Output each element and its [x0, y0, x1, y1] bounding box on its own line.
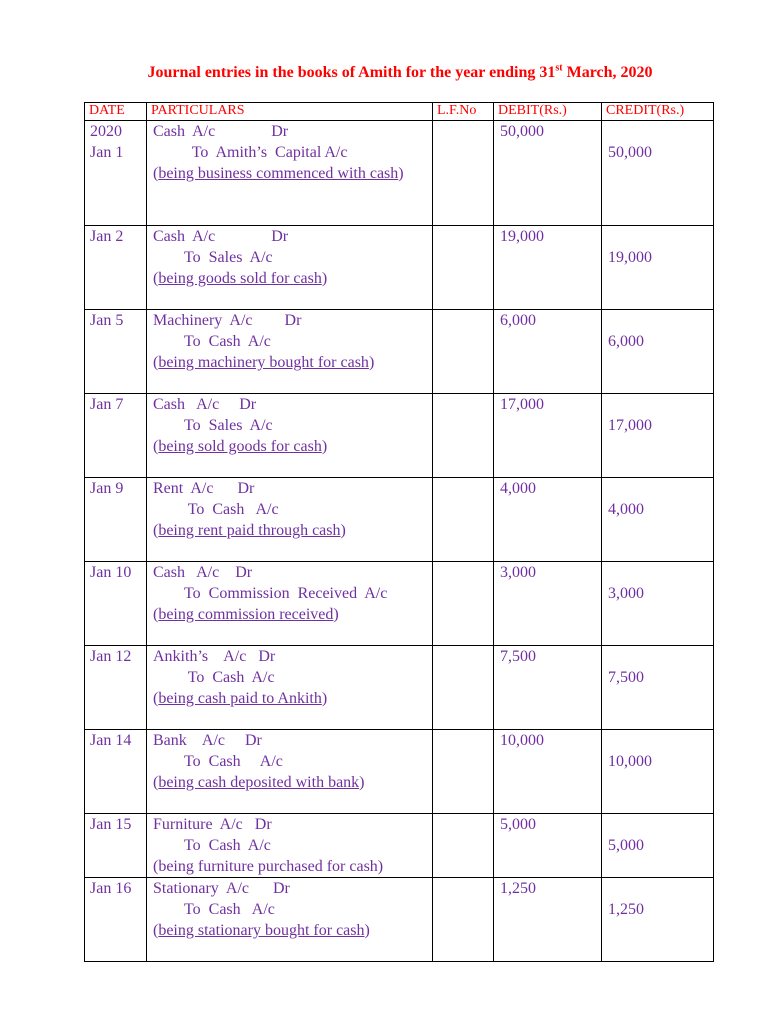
- entry-date-cell: [85, 814, 147, 878]
- lf-cell: [433, 646, 494, 730]
- credit-amount: 5,000: [608, 837, 644, 854]
- particulars-cell: [147, 478, 433, 562]
- credit-amount: 7,500: [608, 669, 644, 686]
- credit-cell: [602, 646, 714, 730]
- debit-amount: 1,250: [500, 880, 536, 897]
- entry-date: Jan 14: [90, 732, 132, 749]
- particulars-cell: [147, 562, 433, 646]
- journal-row: [85, 310, 714, 394]
- lf-cell: [433, 121, 494, 226]
- header-debit: DEBIT(Rs.): [494, 103, 602, 121]
- credit-cell: [602, 310, 714, 394]
- credit-cell: [602, 878, 714, 962]
- credit-cell: [602, 562, 714, 646]
- debit-account: Cash A/c Dr: [153, 396, 257, 413]
- entry-date-cell: [85, 730, 147, 814]
- title-prefix: Journal entries in the books of Amith for the year ending 31: [147, 64, 556, 81]
- debit-amount: 6,000: [500, 312, 536, 329]
- narration-text: being furniture purchased for cash: [158, 858, 378, 875]
- particulars-cell: [147, 121, 433, 226]
- narration: (being goods sold for cash): [153, 270, 328, 287]
- credit-account: To Cash A/c: [184, 901, 275, 918]
- narration-text: being sold goods for cash: [158, 438, 322, 455]
- debit-account: Furniture A/c Dr: [153, 816, 272, 833]
- lf-cell: [433, 730, 494, 814]
- narration-text: being goods sold for cash: [158, 270, 322, 287]
- narration-text: being stationary bought for cash: [158, 922, 365, 939]
- credit-account: To Cash A/c: [184, 837, 271, 854]
- credit-amount: 4,000: [608, 501, 644, 518]
- debit-account: Cash A/c Dr: [153, 564, 253, 581]
- narration: (being rent paid through cash): [153, 522, 346, 539]
- debit-amount: 5,000: [500, 816, 536, 833]
- journal-row: [85, 121, 714, 226]
- debit-cell: [494, 226, 602, 310]
- journal-row: [85, 562, 714, 646]
- entry-date: Jan 1: [90, 144, 124, 161]
- credit-amount: 3,000: [608, 585, 644, 602]
- entry-date-cell: [85, 478, 147, 562]
- debit-amount: 10,000: [500, 732, 544, 749]
- particulars-cell: [147, 226, 433, 310]
- narration-text: being cash deposited with bank: [158, 774, 360, 791]
- debit-cell: [494, 310, 602, 394]
- debit-cell: [494, 562, 602, 646]
- lf-cell: [433, 814, 494, 878]
- credit-cell: [602, 226, 714, 310]
- debit-cell: [494, 646, 602, 730]
- entry-date-cell: [85, 226, 147, 310]
- lf-cell: [433, 878, 494, 962]
- particulars-cell: [147, 310, 433, 394]
- narration: (being cash paid to Ankith): [153, 690, 328, 707]
- credit-account: To Cash A/c: [184, 753, 283, 770]
- narration-text: being cash paid to Ankith: [158, 690, 322, 707]
- title-suffix: March, 2020: [562, 64, 653, 81]
- particulars-cell: [147, 646, 433, 730]
- narration: (being sold goods for cash): [153, 438, 328, 455]
- debit-cell: [494, 878, 602, 962]
- debit-amount: 19,000: [500, 228, 544, 245]
- credit-amount: 17,000: [608, 417, 652, 434]
- header-lf: L.F.No: [433, 103, 494, 121]
- debit-account: Bank A/c Dr: [153, 732, 262, 749]
- entry-date-cell: [85, 878, 147, 962]
- entry-date: Jan 10: [90, 564, 132, 581]
- narration: (being cash deposited with bank): [153, 774, 365, 791]
- entry-date: Jan 5: [90, 312, 124, 329]
- journal-row: [85, 878, 714, 962]
- page-title: [0, 64, 768, 82]
- debit-cell: [494, 121, 602, 226]
- header-particulars: PARTICULARS: [147, 103, 433, 121]
- lf-cell: [433, 562, 494, 646]
- debit-amount: 17,000: [500, 396, 544, 413]
- credit-account: To Commission Received A/c: [184, 585, 388, 602]
- debit-account: Stationary A/c Dr: [153, 880, 290, 897]
- debit-amount: 50,000: [500, 123, 544, 140]
- lf-cell: [433, 226, 494, 310]
- particulars-cell: [147, 730, 433, 814]
- credit-account: To Amith’s Capital A/c: [184, 144, 348, 161]
- narration-text: being rent paid through cash: [158, 522, 341, 539]
- journal-row: [85, 394, 714, 478]
- entry-year: 2020: [90, 123, 122, 140]
- credit-cell: [602, 394, 714, 478]
- credit-amount: 10,000: [608, 753, 652, 770]
- journal-row: [85, 646, 714, 730]
- debit-amount: 3,000: [500, 564, 536, 581]
- journal-row: [85, 730, 714, 814]
- narration: (being furniture purchased for cash): [153, 858, 384, 875]
- journal-table: [84, 102, 714, 962]
- narration-text: being commission received: [158, 606, 334, 623]
- credit-amount: 6,000: [608, 333, 644, 350]
- debit-cell: [494, 814, 602, 878]
- narration-text: being business commenced with cash: [158, 165, 399, 182]
- debit-account: Ankith’s A/c Dr: [153, 648, 276, 665]
- journal-row: [85, 478, 714, 562]
- particulars-cell: [147, 814, 433, 878]
- journal-body: [85, 121, 714, 962]
- lf-cell: [433, 478, 494, 562]
- entry-date: Jan 15: [90, 816, 132, 833]
- header-date: DATE: [85, 103, 147, 121]
- credit-amount: 1,250: [608, 901, 644, 918]
- entry-date-cell: [85, 121, 147, 226]
- entry-date: Jan 12: [90, 648, 132, 665]
- narration: (being business commenced with cash): [153, 165, 404, 182]
- credit-cell: [602, 814, 714, 878]
- debit-cell: [494, 478, 602, 562]
- title-superscript: st: [555, 62, 563, 74]
- lf-cell: [433, 310, 494, 394]
- debit-amount: 7,500: [500, 648, 536, 665]
- credit-cell: [602, 121, 714, 226]
- header-row: [85, 103, 714, 121]
- particulars-cell: [147, 878, 433, 962]
- journal-row: [85, 226, 714, 310]
- entry-date: Jan 2: [90, 228, 124, 245]
- credit-account: To Cash A/c: [184, 669, 275, 686]
- entry-date-cell: [85, 394, 147, 478]
- credit-amount: 50,000: [608, 144, 652, 161]
- entry-date-cell: [85, 646, 147, 730]
- particulars-cell: [147, 394, 433, 478]
- lf-cell: [433, 394, 494, 478]
- entry-date-cell: [85, 562, 147, 646]
- entry-date: Jan 7: [90, 396, 124, 413]
- debit-cell: [494, 730, 602, 814]
- narration: (being machinery bought for cash): [153, 354, 375, 371]
- entry-date-cell: [85, 310, 147, 394]
- credit-amount: 19,000: [608, 249, 652, 266]
- credit-account: To Cash A/c: [184, 501, 279, 518]
- credit-account: To Cash A/c: [184, 333, 271, 350]
- debit-amount: 4,000: [500, 480, 536, 497]
- entry-date: Jan 16: [90, 880, 132, 897]
- debit-account: Rent A/c Dr: [153, 480, 255, 497]
- credit-cell: [602, 730, 714, 814]
- entry-date: Jan 9: [90, 480, 124, 497]
- credit-account: To Sales A/c: [184, 249, 273, 266]
- narration-text: being machinery bought for cash: [158, 354, 369, 371]
- header-credit: CREDIT(Rs.): [602, 103, 714, 121]
- journal-row: [85, 814, 714, 878]
- credit-account: To Sales A/c: [184, 417, 273, 434]
- debit-account: Machinery A/c Dr: [153, 312, 302, 329]
- debit-account: Cash A/c Dr: [153, 228, 289, 245]
- narration: (being stationary bought for cash): [153, 922, 370, 939]
- credit-cell: [602, 478, 714, 562]
- debit-account: Cash A/c Dr: [153, 123, 289, 140]
- narration: (being commission received): [153, 606, 339, 623]
- debit-cell: [494, 394, 602, 478]
